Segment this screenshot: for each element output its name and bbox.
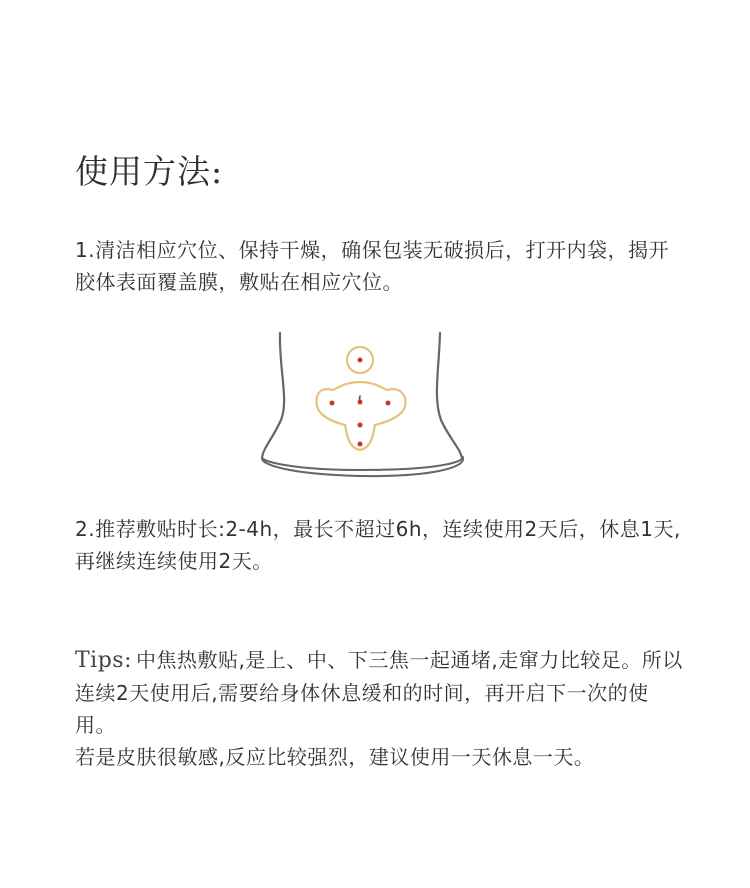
tips-paragraph [75,644,685,741]
body-outline-left [262,333,284,458]
acupoint-center [358,400,363,405]
acupoint-lower-1 [358,423,363,428]
abdomen-illustration [255,330,470,482]
tips-line-2: 若是皮肤很敏感,反应比较强烈，建议使用一天休息一天。 [75,745,595,769]
usage-step-1: 1.清洁相应穴位、保持干燥，确保包装无破损后，打开内袋，揭开胶体表面覆盖膜，敷贴在相应穴位。 [75,238,670,294]
main-patch [317,382,406,450]
usage-step-2: 2.推荐敷贴时长:2-4h，最长不超过6h，连续使用2天后，休息1天,再继续连续使用2天。 [75,517,681,573]
tips-section [75,644,685,773]
body-outline-right [437,333,462,458]
page-title: 使用方法: [75,152,224,191]
waist-band [262,458,463,476]
acupoint-right [386,401,391,406]
acupoint-upper [358,358,363,363]
acupoint-left [330,401,335,406]
tips-label: Tips: [75,648,132,673]
acupoint-lower-2 [358,442,363,447]
tips-line-1: 中焦热敷贴,是上、中、下三焦一起通堵,走窜力比较足。所以连续2天使用后,需要给身体休息缓和的时间，再开启下一次的使用。 [75,648,683,737]
